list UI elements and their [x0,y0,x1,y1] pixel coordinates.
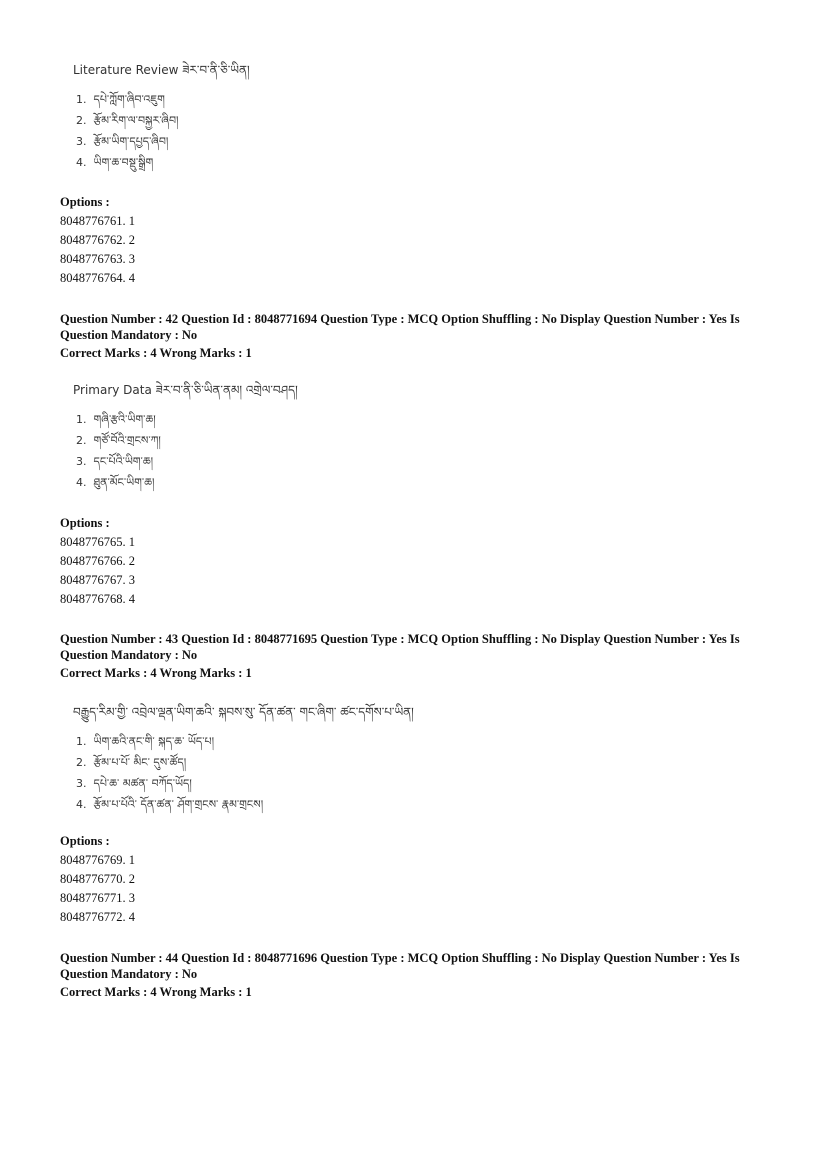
option-id-line: 8048776768. 4 [60,592,135,606]
option-id-line: 8048776765. 1 [60,535,135,549]
choice-item: 4. ཡིག་ཆ་བསྡུ་སྒྲིག [76,156,154,169]
marks-line: Correct Marks : 4 Wrong Marks : 1 [60,666,252,680]
choice-item: 1. ཡིག་ཆའི་ནང་གི་ སྐད་ཆ་ ཡོད་པ། [76,735,215,748]
question-41-choices [76,89,776,173]
options-label: Options : [60,834,110,848]
option-id-line: 8048776762. 2 [60,233,135,247]
choice-item: 4. ཐུན་མོང་ཡིག་ཆ། [76,476,155,489]
question-42-body [60,377,760,411]
question-meta: Question Number : 44 Question Id : 8048771696 Question Type : MCQ Option Shuffling : No Display Question Number : Yes Is Question Mandatory : No [60,951,740,981]
options-label: Options : [60,516,110,530]
choice-item: 4. རྩོམ་པ་པོའི་ དོན་ཚན་ ཤོག་གྲངས་ རྣམ་གྲངས། [76,798,264,811]
question-41-options [60,193,760,288]
question-43-choices [76,731,776,815]
option-id-line: 8048776763. 3 [60,252,135,266]
option-id-line: 8048776769. 1 [60,853,135,867]
option-id-line: 8048776766. 2 [60,554,135,568]
choice-item: 3. རྩོམ་ཡིག་དཔྱད་ཞིབ། [76,135,169,148]
question-42-text: Primary Data ཟེར་བ་ནི་ཅི་ཡིན་ནམ། འགྲེལ་བཤད། [73,383,298,397]
question-41-text: Literature Review ཟེར་བ་ནི་ཅི་ཡིན། [73,63,250,77]
question-44-header [60,950,760,1000]
option-id-line: 8048776772. 4 [60,910,135,924]
choice-item: 2. རྩོམ་པ་པོ་ མིང་ དུས་ཚོད། [76,756,187,769]
question-43-options [60,832,760,927]
question-43-body [60,699,760,733]
option-id-line: 8048776761. 1 [60,214,135,228]
question-meta: Question Number : 42 Question Id : 8048771694 Question Type : MCQ Option Shuffling : No Display Question Number : Yes Is Question Mandatory : No [60,312,740,342]
choice-item: 2. རྩོམ་རིག་ལ་བསྐྱར་ཞིབ། [76,114,179,127]
option-id-line: 8048776770. 2 [60,872,135,886]
question-42-header [60,311,760,361]
marks-line: Correct Marks : 4 Wrong Marks : 1 [60,346,252,360]
question-43-header [60,631,760,681]
choice-item: 1. དཔེ་ཀློག་ཞིབ་འཇུག [76,93,165,106]
choice-item: 3. དང་པོའི་ཡིག་ཆ། [76,455,154,468]
question-41-body [60,57,760,91]
option-id-line: 8048776764. 4 [60,271,135,285]
marks-line: Correct Marks : 4 Wrong Marks : 1 [60,985,252,999]
choice-item: 3. དཔེ་ཆ་ མཚན་ བཀོད་ཡོད། [76,777,192,790]
question-43-text: བརྒྱུད་རིམ་གྱི་ འབྲེལ་ལྡན་ཡིག་ཆའི་ སྐབས་སུ་ དོན་ཚན་ གང་ཞིག་ ཚང་དགོས་པ་ཡིན། [73,705,414,719]
question-42-choices [76,409,776,493]
question-42-options [60,514,760,609]
question-meta: Question Number : 43 Question Id : 8048771695 Question Type : MCQ Option Shuffling : No Display Question Number : Yes Is Question Mandatory : No [60,632,740,662]
choice-item: 2. གཙོ་བོའི་གྲངས་ཀ། [76,434,161,447]
choice-item: 1. གཞི་རྩའི་ཡིག་ཆ། [76,413,156,426]
options-label: Options : [60,195,110,209]
option-id-line: 8048776771. 3 [60,891,135,905]
option-id-line: 8048776767. 3 [60,573,135,587]
